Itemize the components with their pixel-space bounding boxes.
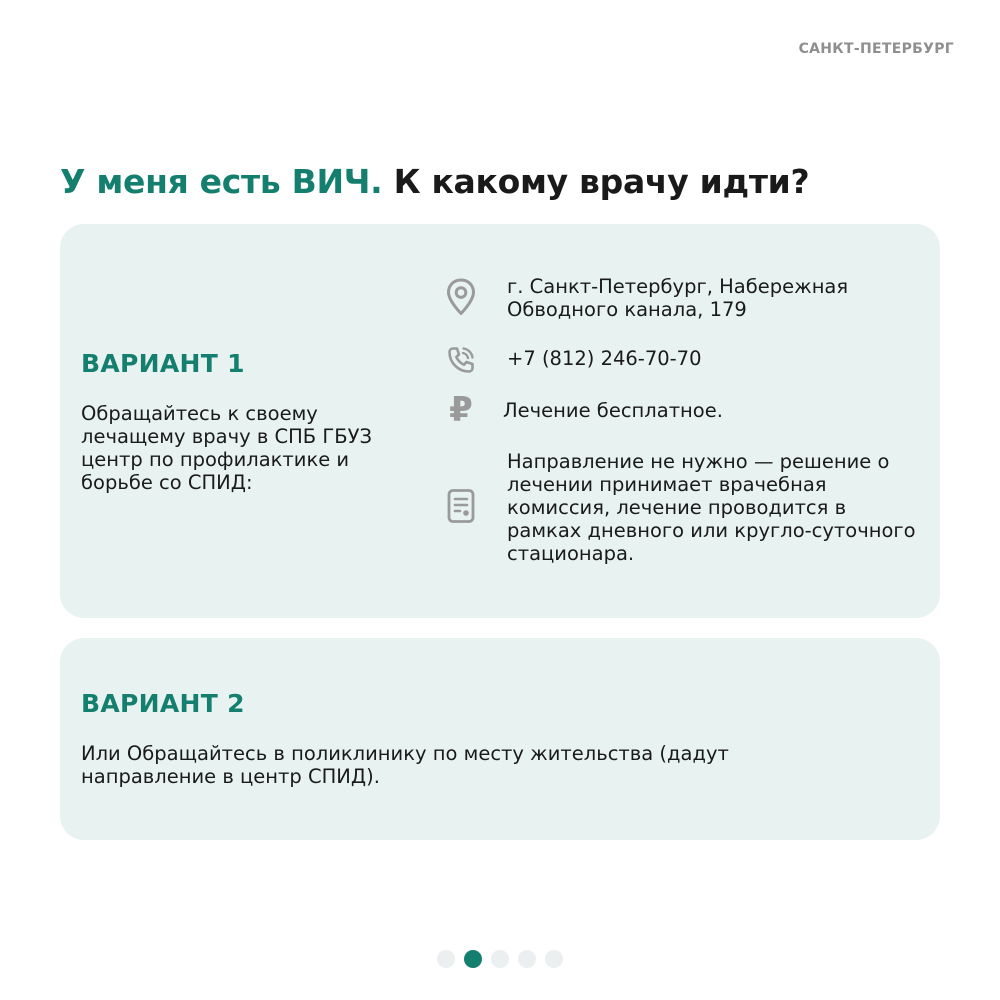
- variant-2-heading: ВАРИАНТ 2: [81, 689, 245, 718]
- ruble-icon: [445, 390, 477, 430]
- address-text: г. Санкт-Петербург, Набережная Обводного канала, 179: [507, 275, 849, 321]
- pagination-dot-2-active[interactable]: [464, 950, 482, 968]
- ruble-glyph: ₽: [449, 390, 473, 430]
- phone-number: +7 (812) 246-70-70: [507, 347, 702, 370]
- variant-1-card: [60, 224, 940, 618]
- variant-2-card: [60, 638, 940, 840]
- pagination-dot-1[interactable]: [437, 950, 455, 968]
- city-label: САНКТ-ПЕТЕРБУРГ: [798, 41, 954, 57]
- pagination-dot-3[interactable]: [491, 950, 509, 968]
- title-rest: К какому врачу идти?: [393, 162, 810, 201]
- page-title: [60, 162, 809, 201]
- pagination-dot-5[interactable]: [545, 950, 563, 968]
- title-accent: У меня есть ВИЧ.: [60, 162, 383, 201]
- variant-1-description: Обращайтесь к своему лечащему врачу в СПБ ГБУЗ центр по профилактике и борьбе со СПИД:: [81, 402, 373, 494]
- phone-icon: [445, 340, 477, 380]
- referral-text: Направление не нужно — решение о лечении принимает врачебная комиссия, лечение проводится в рамках дневного или кругло-суточного стационара.: [507, 450, 916, 565]
- pagination-dot-4[interactable]: [518, 950, 536, 968]
- price-text: Лечение бесплатное.: [503, 399, 723, 422]
- variant-1-heading: ВАРИАНТ 1: [81, 349, 245, 378]
- variant-2-description: Или Обращайтесь в поликлинику по месту жительства (дадут направление в центр СПИД).: [81, 742, 729, 788]
- location-pin-icon: [445, 277, 477, 317]
- pagination-dots: [437, 950, 563, 968]
- document-icon: [445, 486, 477, 526]
